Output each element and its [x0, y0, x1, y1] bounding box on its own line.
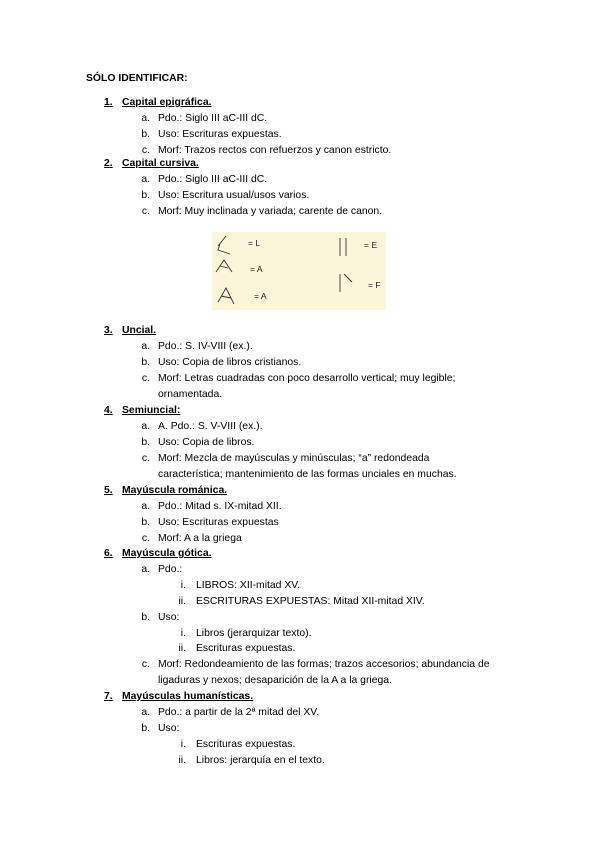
item-marker: b. [141, 356, 150, 368]
section-number: 6. [104, 548, 113, 559]
section-number: 7. [104, 691, 113, 702]
section-title: Mayúsculas humanísticas. [122, 691, 254, 702]
item-text: Pdo.: [158, 563, 183, 575]
item-marker: c. [141, 372, 150, 384]
item-text: Morf: Muy inclinada y variada; carente de canon. [158, 205, 383, 217]
item-text: A. Pdo.: S. V-VIII (ex.). [158, 420, 263, 432]
subitem-marker: i. [180, 627, 186, 639]
item-text: Morf: Trazos rectos con refuerzos y canon estricto. [158, 144, 392, 156]
item-marker: c. [141, 205, 150, 217]
item-text-continuation: característica; mantenimiento de las formas unciales en muchas. [158, 468, 457, 480]
item-text: Uso: Copia de libros. [158, 436, 255, 448]
section-title: Capital epigráfica. [122, 97, 212, 108]
item-text: Morf: A a la griega [158, 532, 242, 544]
item-text: Pdo.: Siglo III aC-III dC. [158, 173, 268, 185]
subitem-text: LIBROS: XII-mitad XV. [196, 579, 301, 591]
item-text: Pdo.: Mitad s. IX-mitad XII. [158, 500, 282, 512]
item-marker: a. [141, 340, 150, 352]
section-title: Semiuncial: [122, 405, 181, 416]
figure-label: = A [250, 264, 263, 274]
subitem-text: Escrituras expuestas. [196, 643, 296, 655]
item-marker: a. [141, 563, 150, 575]
item-marker: b. [141, 516, 150, 528]
cursive-capital-letter-figure [212, 232, 386, 310]
subitem-marker: i. [180, 738, 186, 750]
subitem-text: ESCRITURAS EXPUESTAS: Mitad XII-mitad XIV. [196, 595, 425, 607]
subitem-marker: ii. [178, 754, 186, 766]
subitem-text: Escrituras expuestas. [196, 738, 296, 750]
item-text: Uso: Escritura usual/usos varios. [158, 189, 310, 201]
item-text: Morf: Mezcla de mayúsculas y minúsculas; “a” redondeada [158, 452, 430, 464]
item-marker: a. [141, 500, 150, 512]
subitem-marker: ii. [178, 643, 186, 655]
item-text: Pdo.: S. IV-VIII (ex.). [158, 340, 253, 352]
item-marker: a. [141, 173, 150, 185]
subitem-marker: i. [180, 579, 186, 591]
item-text: Uso: Copia de libros cristianos. [158, 356, 302, 368]
item-text: Morf: Redondeamiento de las formas; trazos accesorios; abundancia de [158, 659, 490, 671]
subitem-marker: ii. [178, 595, 186, 607]
item-marker: b. [141, 436, 150, 448]
item-text: Uso: [158, 722, 180, 734]
section-number: 2. [104, 158, 113, 169]
item-marker: c. [141, 452, 150, 464]
item-marker: c. [141, 532, 150, 544]
item-text-continuation: ornamentada. [158, 388, 223, 400]
section-number: 5. [104, 485, 113, 496]
page-title: SÓLO IDENTIFICAR: [86, 73, 188, 84]
figure-label: = E [364, 240, 377, 250]
figure-label: = A [254, 291, 267, 301]
section-number: 1. [104, 97, 113, 108]
item-text: Morf: Letras cuadradas con poco desarrollo vertical; muy legible; [158, 372, 456, 384]
section-title: Capital cursiva. [122, 158, 199, 169]
item-marker: a. [141, 420, 150, 432]
section-title: Mayúscula gótica. [122, 548, 212, 559]
item-marker: a. [141, 706, 150, 718]
item-marker: b. [141, 189, 150, 201]
item-marker: b. [141, 128, 150, 140]
item-marker: b. [141, 722, 150, 734]
section-number: 4. [104, 405, 113, 416]
item-text: Uso: Escrituras expuestas [158, 516, 279, 528]
cursive-letter-glyphs [212, 232, 386, 310]
section-title: Uncial. [122, 325, 157, 336]
figure-label: = L [248, 238, 261, 248]
item-text: Uso: Escrituras expuestas. [158, 128, 282, 140]
item-text: Pdo.: a partir de la 2ª mitad del XV. [158, 706, 320, 718]
item-marker: a. [141, 112, 150, 124]
figure-label: = F [368, 280, 381, 290]
subitem-text: Libros (jerarquizar texto). [196, 627, 312, 639]
item-marker: b. [141, 611, 150, 623]
item-marker: c. [141, 659, 150, 671]
item-text: Pdo.: Siglo III aC-III dC. [158, 112, 268, 124]
item-text-continuation: ligaduras y nexos; desaparición de la A a la griega. [158, 675, 392, 687]
item-marker: c. [141, 144, 150, 156]
section-title: Mayúscula románica. [122, 485, 228, 496]
section-number: 3. [104, 325, 113, 336]
subitem-text: Libros: jerarquía en el texto. [196, 754, 325, 766]
item-text: Uso: [158, 611, 180, 623]
